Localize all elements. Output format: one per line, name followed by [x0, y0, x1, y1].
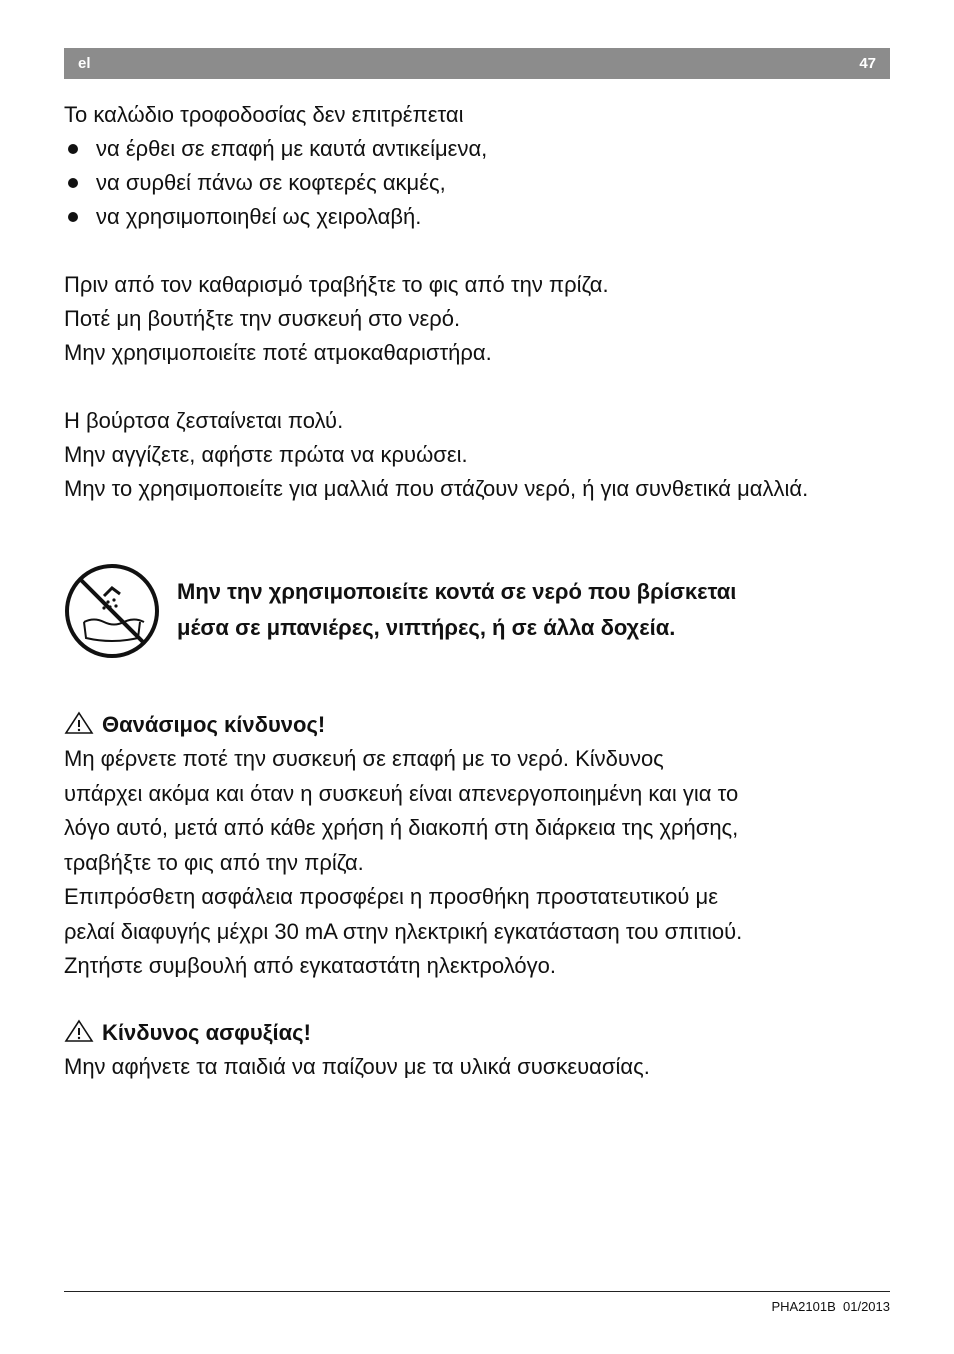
cleaning-line-2: Ποτέ μη βουτήξτε την συσκευή στο νερό. — [64, 306, 461, 331]
hot-line-3: Μην το χρησιμοποιείτε για μαλλιά που στάζουν νερό, ή για συνθετικά μαλλιά. — [64, 476, 809, 501]
danger-title-text: Θανάσιμος κίνδυνος! — [102, 712, 326, 737]
water-warning-line-1: Μην την χρησιμοποιείτε κοντά σε νερό που βρίσκεται — [177, 579, 737, 604]
bullet-icon — [68, 212, 78, 222]
hot-line-1: Η βούρτσα ζεσταίνεται πολύ. — [64, 408, 344, 433]
bullet-text: να έρθει σε επαφή με καυτά αντικείμενα, — [96, 136, 488, 161]
no-water-icon — [64, 562, 160, 660]
cord-bullet-1 — [64, 132, 894, 166]
danger-title — [64, 708, 894, 742]
danger-line-1: Μη φέρνετε ποτέ την συσκευή σε επαφή με το νερό. Κίνδυνος — [64, 746, 664, 771]
suffocation-line-1: Μην αφήνετε τα παιδιά να παίζουν με τα υλικά συσκευασίας. — [64, 1054, 650, 1079]
water-warning-text — [177, 574, 736, 646]
danger-section — [64, 708, 894, 984]
warning-triangle-icon — [64, 1019, 94, 1043]
cord-intro: Το καλώδιο τροφοδοσίας δεν επιτρέπεται — [64, 102, 464, 127]
footer-divider — [64, 1291, 890, 1292]
suffocation-title-text: Κίνδυνος ασφυξίας! — [102, 1020, 311, 1045]
cord-bullet-2 — [64, 166, 894, 200]
cord-bullet-3 — [64, 200, 894, 234]
warning-triangle-icon — [64, 711, 94, 735]
water-warning — [64, 562, 894, 662]
document-code: PHA2101B 01/2013 — [771, 1299, 890, 1314]
danger-line-7: Ζητήστε συμβουλή από εγκαταστάτη ηλεκτρολόγο. — [64, 953, 556, 978]
bullet-text: να χρησιμοποιηθεί ως χειρολαβή. — [96, 204, 422, 229]
danger-line-5: Επιπρόσθετη ασφάλεια προσφέρει η προσθήκη προστατευτικού με — [64, 884, 719, 909]
danger-line-2: υπάρχει ακόμα και όταν η συσκευή είναι απενεργοποιημένη και για το — [64, 780, 739, 806]
water-warning-line-2: μέσα σε μπανιέρες, νιπτήρες, ή σε άλλα δοχεία. — [177, 615, 676, 640]
danger-line-3: λόγο αυτό, μετά από κάθε χρήση ή διακοπή στη διάρκεια της χρήσης, — [64, 815, 739, 840]
language-code: el — [78, 55, 91, 72]
main-content — [64, 98, 894, 506]
page-number: 47 — [859, 55, 876, 72]
page-header-bar — [64, 48, 890, 79]
suffocation-section — [64, 1016, 894, 1085]
danger-line-6: ρελαί διαφυγής μέχρι 30 mA στην ηλεκτρική εγκατάσταση του σπιτιού. — [64, 918, 743, 944]
danger-line-4: τραβήξτε το φις από την πρίζα. — [64, 849, 364, 875]
hot-line-2: Μην αγγίζετε, αφήστε πρώτα να κρυώσει. — [64, 442, 468, 467]
bullet-icon — [68, 144, 78, 154]
bullet-icon — [68, 178, 78, 188]
cleaning-line-1: Πριν από τον καθαρισμό τραβήξτε το φις από την πρίζα. — [64, 272, 609, 297]
cleaning-line-3: Μην χρησιμοποιείτε ποτέ ατμοκαθαριστήρα. — [64, 340, 492, 365]
bullet-text: να συρθεί πάνω σε κοφτερές ακμές, — [96, 170, 446, 195]
suffocation-title — [64, 1016, 894, 1050]
